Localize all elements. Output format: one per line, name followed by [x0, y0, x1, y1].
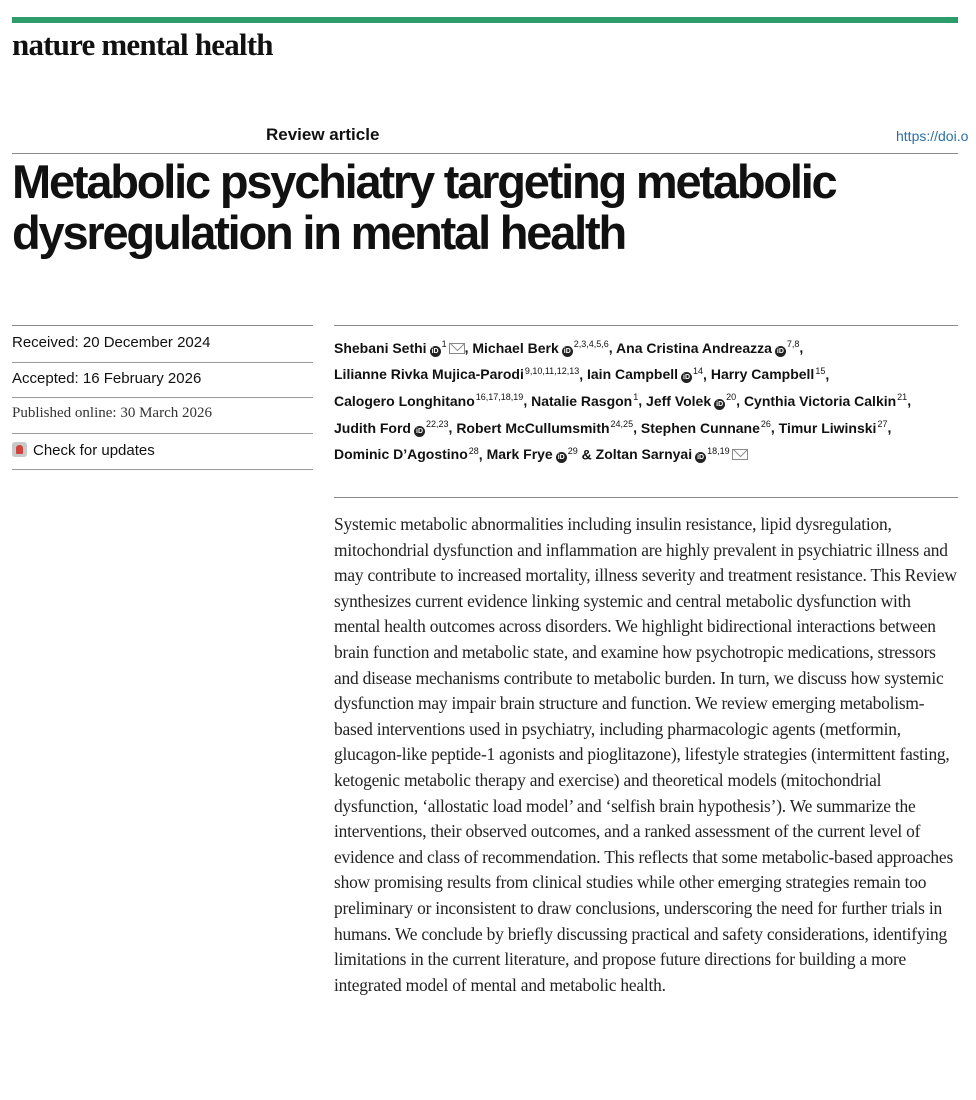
check-updates-button[interactable]: [12, 442, 313, 459]
author-name[interactable]: Michael Berk iD$^{2,3,4,5,6}$: [472, 339, 609, 356]
author-name[interactable]: Lilianne Rivka Mujica-Parodi$^{9,10,11,12,13}$: [334, 365, 580, 383]
title-divider: [12, 153, 958, 154]
affiliation-superscript[interactable]: 20: [726, 392, 737, 403]
affiliation-superscript[interactable]: 18,19: [707, 445, 730, 456]
author-name[interactable]: Judith Ford iD$^{22,23}$: [334, 418, 449, 436]
orcid-icon[interactable]: iD: [776, 347, 784, 355]
accepted-date: Accepted: 16 February 2026: [12, 370, 202, 387]
orcid-icon[interactable]: iD: [416, 427, 423, 435]
affiliation-superscript[interactable]: 26: [760, 418, 771, 429]
orcid-icon[interactable]: iD: [563, 347, 571, 355]
author-name[interactable]: Harry Campbell$^{15}$: [710, 365, 826, 383]
abstract-divider: [334, 497, 958, 498]
abstract: Systemic metabolic abnormalities including insulin resistance, lipid dysregulation, mitochondrial dysfunction and inflammation are highly prevalent in psychiatric illness and may contribute to increased mortality, illness severity and treatment resistance. This Review synthesizes current evidence linking systemic and central metabolic dysfunction with mental health outcomes across disorders. We highlight bidirectional interactions between brain function and metabolic state, and examine how psychotropic medications, stressors and disease mechanisms contribute to metabolic burden. In turn, we discuss how systemic dysfunction may impair brain structure and function. We review emerging metabolism-based interventions used in psychiatry, including pharmacologic agents (metformin, glucagon-like peptide-1 agonists and pioglitazone), lifestyle strategies (intermittent fasting, ketogenic metabolic therapy and exercise) and theoretical models (mitochondrial dysfunction, ‘allostatic load model’ and ‘selfish brain hypothesis’). We summarize the interventions, their observed outcomes, and a ranked assessment of the current level of evidence and class of recommendation. This reflects that some metabolic-based approaches show promising results from clinical studies while other emerging strategies remain too preliminary or inconsistent to draw conclusions, underscoring the need for further trials in humans. We conclude by briefly discussing practical and safety considerations, identifying limitations in the current literature, and propose future directions for building a more integrated model of mental and metabolic health.: [334, 514, 957, 995]
sidebar-divider: [12, 469, 313, 470]
author-name[interactable]: Ana Cristina Andreazza iD$^{7,8}$: [616, 339, 800, 356]
author-name[interactable]: Shebani Sethi $iD^1$: [334, 340, 465, 356]
affiliation-superscript[interactable]: 28: [468, 445, 479, 456]
affiliation-superscript[interactable]: 9,10,11,12,13: [524, 365, 580, 376]
author-name[interactable]: Mark Frye $iD^{29}$: [486, 445, 578, 463]
affiliation-superscript[interactable]: 15: [815, 365, 826, 376]
affiliation-superscript[interactable]: 24,25: [610, 418, 634, 429]
orcid-icon[interactable]: iD: [716, 400, 724, 408]
author-name[interactable]: Cynthia Victoria Calkin$^{21}$: [743, 392, 908, 409]
affiliation-superscript[interactable]: 1: [633, 392, 639, 403]
affiliation-superscript[interactable]: 22,23: [426, 418, 449, 429]
author-name[interactable]: Stephen Cunnane$^{26}$: [640, 418, 771, 436]
author-name[interactable]: Zoltan Sarnyai iD$^{18,19}$: [596, 446, 748, 462]
affiliation-superscript[interactable]: 16,17,18,19: [475, 392, 524, 403]
published-date: Published online: 30 March 2026: [12, 405, 212, 421]
author-list: Shebani Sethi $iD^1$ , Michael Berk iD$^{2,3,4,5,6}$, Ana Cristina Andreazza iD$^{7,8}$, Lilianne Rivka Mujica-Parodi$^{9,10,11,12,13}$, Iain Campbell $iD^{14}$, Harry Campbell$^{15}$, Calogero Longhitano$^{16,17,18,19}$, Natalie Rasgon$^1$, Jeff Volek $iD^{20}$, Cynthia Victoria Calkin$^{21}$, Judith Ford iD$^{22,23}$, Robert McCullumsmith$^{24,25}$, Stephen Cunnane$^{26}$, Timur Liwinski$^{27}$, Dominic D’Agostino$^{28}$, Mark Frye $iD^{29}$ & Zoltan Sarnyai iD$^{18,19}$: [334, 339, 912, 463]
orcid-icon[interactable]: iD: [697, 454, 705, 462]
affiliation-superscript[interactable]: 27: [877, 418, 888, 429]
author-name[interactable]: Jeff Volek $iD^{20}$: [646, 392, 737, 409]
author-name[interactable]: Timur Liwinski$^{27}$: [778, 418, 888, 436]
sidebar-divider: [12, 433, 313, 434]
affiliation-superscript[interactable]: 2,3,4,5,6: [573, 339, 609, 349]
orcid-icon[interactable]: iD: [431, 347, 439, 355]
sidebar-top-divider: [12, 325, 313, 326]
journal-accent-bar: [12, 17, 958, 23]
orcid-icon[interactable]: iD: [557, 454, 565, 462]
email-icon[interactable]: [449, 343, 465, 354]
journal-name[interactable]: nature mental health: [12, 27, 273, 62]
author-name[interactable]: Dominic D’Agostino$^{28}$: [334, 445, 479, 463]
author-name[interactable]: Calogero Longhitano$^{16,17,18,19}$: [334, 392, 524, 409]
affiliation-superscript[interactable]: 29: [567, 445, 578, 456]
received-date: Received: 20 December 2024: [12, 334, 211, 351]
check-updates-label: Check for updates: [33, 442, 155, 459]
check-updates-icon: [12, 442, 27, 457]
author-name[interactable]: Natalie Rasgon$^1$: [531, 392, 639, 409]
article-type: Review article: [266, 125, 380, 144]
affiliation-superscript[interactable]: 21: [897, 392, 908, 403]
orcid-icon[interactable]: iD: [683, 374, 691, 382]
authors-top-divider: [334, 325, 958, 326]
sidebar-divider: [12, 362, 313, 363]
author-name[interactable]: Robert McCullumsmith$^{24,25}$: [456, 418, 634, 436]
author-name[interactable]: Iain Campbell $iD^{14}$: [587, 365, 704, 383]
sidebar-divider: [12, 397, 313, 398]
email-icon[interactable]: [732, 449, 748, 460]
affiliation-superscript[interactable]: 7,8: [786, 339, 800, 349]
affiliation-superscript[interactable]: 1: [441, 339, 447, 349]
doi-link[interactable]: https://doi.o: [896, 128, 969, 144]
affiliation-superscript[interactable]: 14: [693, 365, 704, 376]
article-title: Metabolic psychiatry targeting metabolic dysregulation in mental health: [12, 155, 836, 259]
